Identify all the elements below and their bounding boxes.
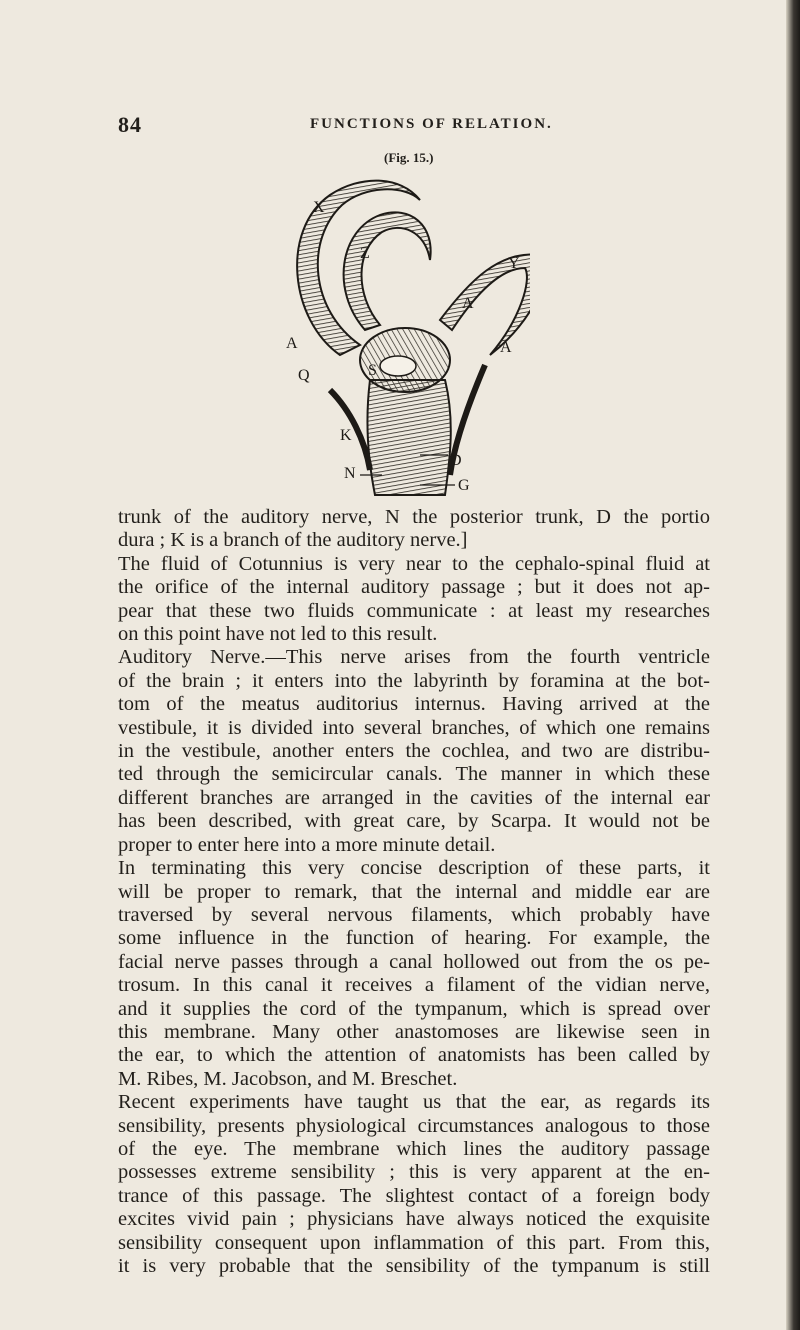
text-line: different branches are arranged in the cavities of the internal ear bbox=[118, 786, 710, 809]
text-line: sensibility, presents physiological circumstances analogous to those bbox=[118, 1114, 710, 1137]
text-line: The fluid of Cotunnius is very near to the cephalo-spinal fluid at bbox=[118, 552, 710, 575]
inner-canal bbox=[344, 212, 431, 330]
text-line: in the vestibule, another enters the cochlea, and two are distribu- bbox=[118, 740, 710, 763]
running-title: FUNCTIONS OF RELATION. bbox=[310, 116, 553, 132]
fig-label-n: N bbox=[344, 465, 356, 482]
text-line: excites vivid pain ; physicians have always noticed the exquisite bbox=[118, 1208, 710, 1231]
fig-label-g: G bbox=[458, 477, 470, 494]
ear-anatomy-illustration bbox=[270, 170, 530, 500]
text-line: the ear, to which the attention of anatomists has been called by bbox=[118, 1044, 710, 1067]
page-edge bbox=[786, 0, 800, 1330]
text-line: vestibule, it is divided into several branches, of which one remains bbox=[118, 716, 710, 739]
text-line: of the brain ; it enters into the labyrinth by foramina at the bot- bbox=[118, 669, 710, 692]
text-line: some influence in the function of hearing. For example, the bbox=[118, 927, 710, 950]
text-line: this membrane. Many other anastomoses are likewise seen in bbox=[118, 1020, 710, 1043]
text-line: will be proper to remark, that the internal and middle ear are bbox=[118, 880, 710, 903]
fig-label-q: Q bbox=[298, 367, 310, 384]
text-line: it is very probable that the sensibility of the tympanum is still bbox=[118, 1255, 710, 1277]
text-line: Recent experiments have taught us that the ear, as regards its bbox=[118, 1091, 710, 1114]
text-line: ted through the semicircular canals. The manner in which these bbox=[118, 763, 710, 786]
figure-caption: (Fig. 15.) bbox=[384, 150, 434, 165]
text-line: pear that these two fluids communicate : at least my researches bbox=[118, 599, 710, 622]
fig-label-a-right-upper: A bbox=[462, 295, 474, 312]
fig-label-a-left: A bbox=[286, 335, 298, 352]
saccule bbox=[380, 356, 416, 376]
text-line: sensibility consequent upon inflammation of this part. From this, bbox=[118, 1231, 710, 1254]
fig-label-y: Y bbox=[508, 255, 520, 272]
text-line: tom of the meatus auditorius internus. Having arrived at the bbox=[118, 693, 710, 716]
text-line: and it supplies the cord of the tympanum, which is spread over bbox=[118, 997, 710, 1020]
text-line: on this point have not led to this result. bbox=[118, 623, 438, 646]
text-line: Auditory Nerve.—This nerve arises from the fourth ventricle bbox=[118, 646, 710, 669]
fig-label-a-right: A bbox=[500, 339, 512, 356]
text-line: trance of this passage. The slightest contact of a foreign body bbox=[118, 1184, 710, 1207]
text-line: trosum. In this canal it receives a filament of the vidian nerve, bbox=[118, 974, 710, 997]
ear-anatomy-figure bbox=[270, 170, 530, 500]
text-line: of the eye. The membrane which lines the auditory passage bbox=[118, 1137, 710, 1160]
fig-label-s: S bbox=[368, 362, 377, 379]
text-line: has been described, with great care, by Scarpa. It would not be bbox=[118, 810, 710, 833]
page-number: 84 bbox=[118, 112, 142, 137]
fig-label-d: D bbox=[450, 452, 462, 469]
text-line: In terminating this very concise description of these parts, it bbox=[118, 857, 710, 880]
text-line: trunk of the auditory nerve, N the posterior trunk, D the portio bbox=[118, 506, 710, 528]
fig-label-k: K bbox=[340, 427, 352, 444]
text-line: traversed by several nervous filaments, which probably have bbox=[118, 903, 710, 926]
text-line: facial nerve passes through a canal hollowed out from the os pe- bbox=[118, 950, 710, 973]
nerve-trunk bbox=[368, 380, 451, 495]
body-text bbox=[118, 506, 710, 1278]
text-line: proper to enter here into a more minute detail. bbox=[118, 833, 496, 856]
text-line: the orifice of the internal auditory passage ; but it does not ap- bbox=[118, 576, 710, 599]
text-line: possesses extreme sensibility ; this is very apparent at the en- bbox=[118, 1161, 710, 1184]
text-line: dura ; K is a branch of the auditory nerve.] bbox=[118, 529, 468, 552]
fig-label-x: X bbox=[313, 199, 325, 216]
text-line: M. Ribes, M. Jacobson, and M. Breschet. bbox=[118, 1067, 458, 1090]
page-header bbox=[118, 112, 558, 138]
fig-label-z: Z bbox=[360, 245, 370, 262]
